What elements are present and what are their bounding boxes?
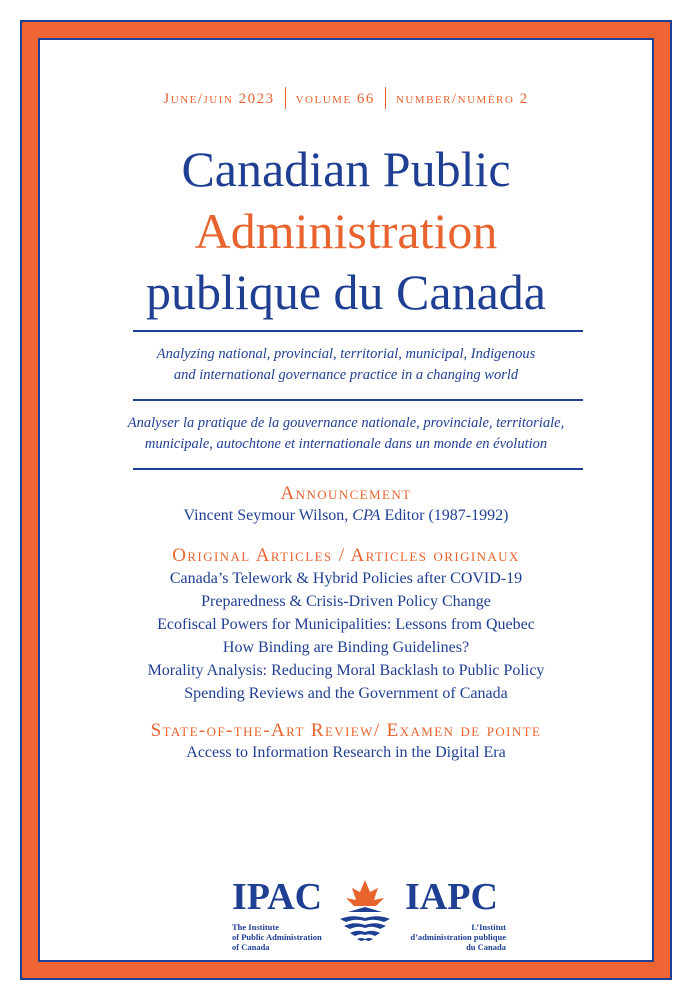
logo-subtitle-line: L’Institut [471,922,506,932]
divider-rule [133,468,583,470]
announcement-role: Editor (1987-1992) [384,507,509,524]
divider-rule [133,330,583,332]
review-heading: State-of-the-Art Review/ Examen de pointe [150,720,542,741]
logo-subtitle-french [400,922,506,952]
announcement-line [40,507,652,525]
tagline-french-line-2: municipale, autochtone et internationale dans un monde en évolution [144,436,548,452]
tagline-english [90,344,602,386]
logo-subtitle-line: d’administration publique [410,932,506,942]
review-title: Access to Information Research in the Digital Era [186,744,506,761]
issue-volume: volume 66 [295,91,375,107]
original-articles-heading: Original Articles / Articles originaux [172,545,520,566]
issue-separator [285,87,286,109]
issue-date: June/juin 2023 [163,91,275,107]
announcement-journal: CPA [352,507,381,524]
cover-content [40,40,652,960]
maple-leaf-emblem-icon [332,878,398,944]
tagline-english-line-1: Analyzing national, provincial, territorial, municipal, Indigenous [156,346,536,362]
title-line-2: Administration [194,203,498,259]
tagline-french-line-1: Analyser la pratique de la gouvernance nationale, provinciale, territoriale, [127,415,565,431]
article-title: How Binding are Binding Guidelines? [222,639,470,656]
article-title: Preparedness & Crisis-Driven Policy Change [201,593,491,610]
logo-subtitle-line: of Public Administration [232,932,322,942]
cover-frame-inner [38,38,654,962]
announcement-name: Vincent Seymour Wilson, [183,507,349,524]
issue-number: number/numéro 2 [395,91,529,107]
article-title: Morality Analysis: Reducing Moral Backlash to Public Policy [147,662,545,679]
logo-subtitle-english [232,922,322,952]
title-line-3: publique du Canada [146,264,546,320]
article-title: Canada’s Telework & Hybrid Policies after COVID-19 [169,570,523,587]
article-title: Ecofiscal Powers for Municipalities: Lessons from Quebec [157,616,535,633]
logo-subtitle-line: du Canada [466,942,506,952]
article-title: Spending Reviews and the Government of Canada [184,685,508,702]
announcement-heading: Announcement [280,483,412,504]
tagline-french [90,413,602,455]
logo-subtitle-line: of Canada [232,942,270,952]
logo-subtitle-line: The Institute [232,922,279,932]
divider-rule [133,399,583,401]
logo-acronym-french: IAPC [405,876,498,918]
logo-acronym-english: IPAC [232,876,323,918]
ipac-logo [40,878,652,968]
tagline-english-line-2: and international governance practice in a changing world [173,367,519,383]
title-line-1: Canadian Public [181,141,511,197]
cover-frame-outer [20,20,672,980]
issue-line [40,87,652,109]
issue-separator [385,87,386,109]
